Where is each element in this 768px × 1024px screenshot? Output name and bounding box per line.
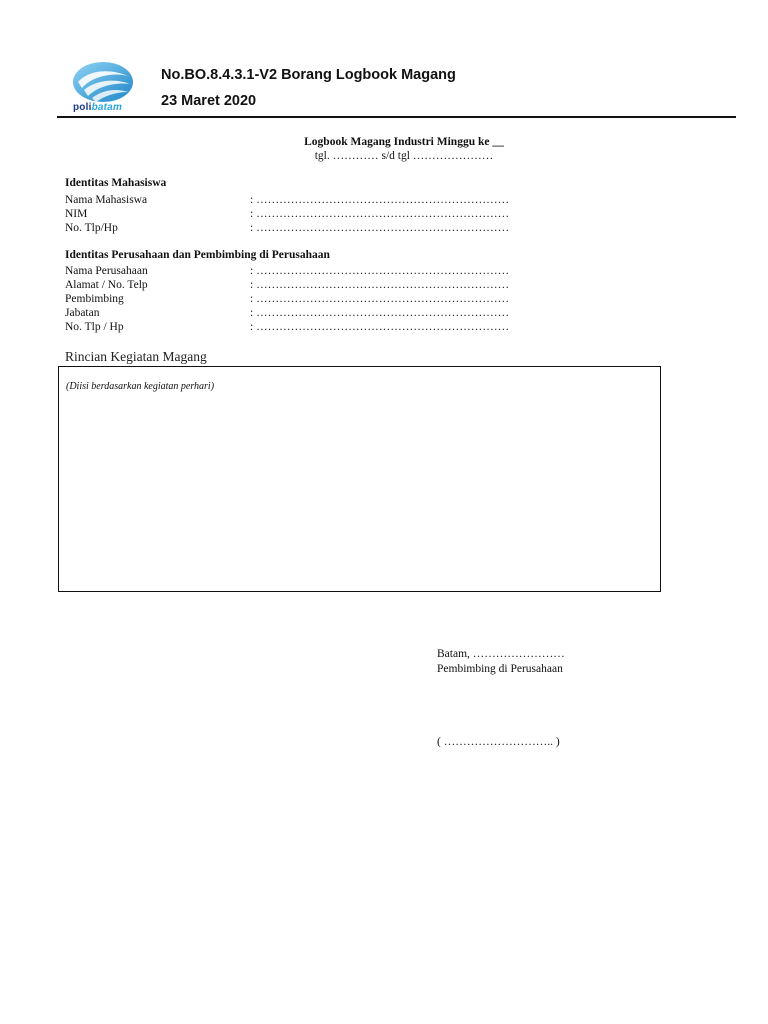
signature-role: Pembimbing di Perusahaan	[437, 663, 563, 675]
student-nim-value[interactable]: : …………………………………………………………	[250, 208, 510, 220]
student-name-label: Nama Mahasiswa	[65, 194, 148, 206]
company-address-label: Alamat / No. Telp	[65, 279, 148, 291]
document-code: No.BO.8.4.3.1-V2 Borang Logbook Magang	[161, 67, 456, 83]
signature-place-date: Batam, ……………………	[437, 648, 565, 660]
student-identity-heading: Identitas Mahasiswa	[65, 177, 167, 189]
document-date: 23 Maret 2020	[161, 93, 257, 109]
company-identity-heading: Identitas Perusahaan dan Pembimbing di Perusahaan	[65, 249, 330, 261]
supervisor-value[interactable]: : …………………………………………………………	[250, 293, 510, 305]
student-nim-label: NIM	[65, 208, 88, 220]
logbook-title: Logbook Magang Industri Minggu ke __	[304, 136, 504, 148]
student-phone-value[interactable]: : …………………………………………………………	[250, 222, 510, 234]
logo-wordmark-batam: batam	[91, 102, 123, 113]
company-name-value[interactable]: : …………………………………………………………	[250, 265, 510, 277]
company-address-value[interactable]: : …………………………………………………………	[250, 279, 510, 291]
logo-wordmark	[73, 102, 122, 114]
activity-instruction-note: (Diisi berdasarkan kegiatan perhari)	[66, 381, 215, 392]
company-name-label: Nama Perusahaan	[65, 265, 148, 277]
position-label: Jabatan	[65, 307, 100, 319]
activity-details-box[interactable]	[58, 366, 661, 592]
company-phone-label: No. Tlp / Hp	[65, 321, 124, 333]
logo-wordmark-poli: poli	[73, 102, 92, 113]
supervisor-label: Pembimbing	[65, 293, 124, 305]
position-value[interactable]: : …………………………………………………………	[250, 307, 510, 319]
date-range-line: tgl. ………… s/d tgl …………………	[314, 150, 494, 162]
signature-name-placeholder: ( ……………………….. )	[437, 736, 560, 748]
company-phone-value[interactable]: : …………………………………………………………	[250, 321, 510, 333]
header-divider	[57, 116, 736, 118]
student-name-value[interactable]: : …………………………………………………………	[250, 194, 510, 206]
activity-section-title: Rincian Kegiatan Magang	[65, 349, 207, 364]
student-phone-label: No. Tlp/Hp	[65, 222, 118, 234]
